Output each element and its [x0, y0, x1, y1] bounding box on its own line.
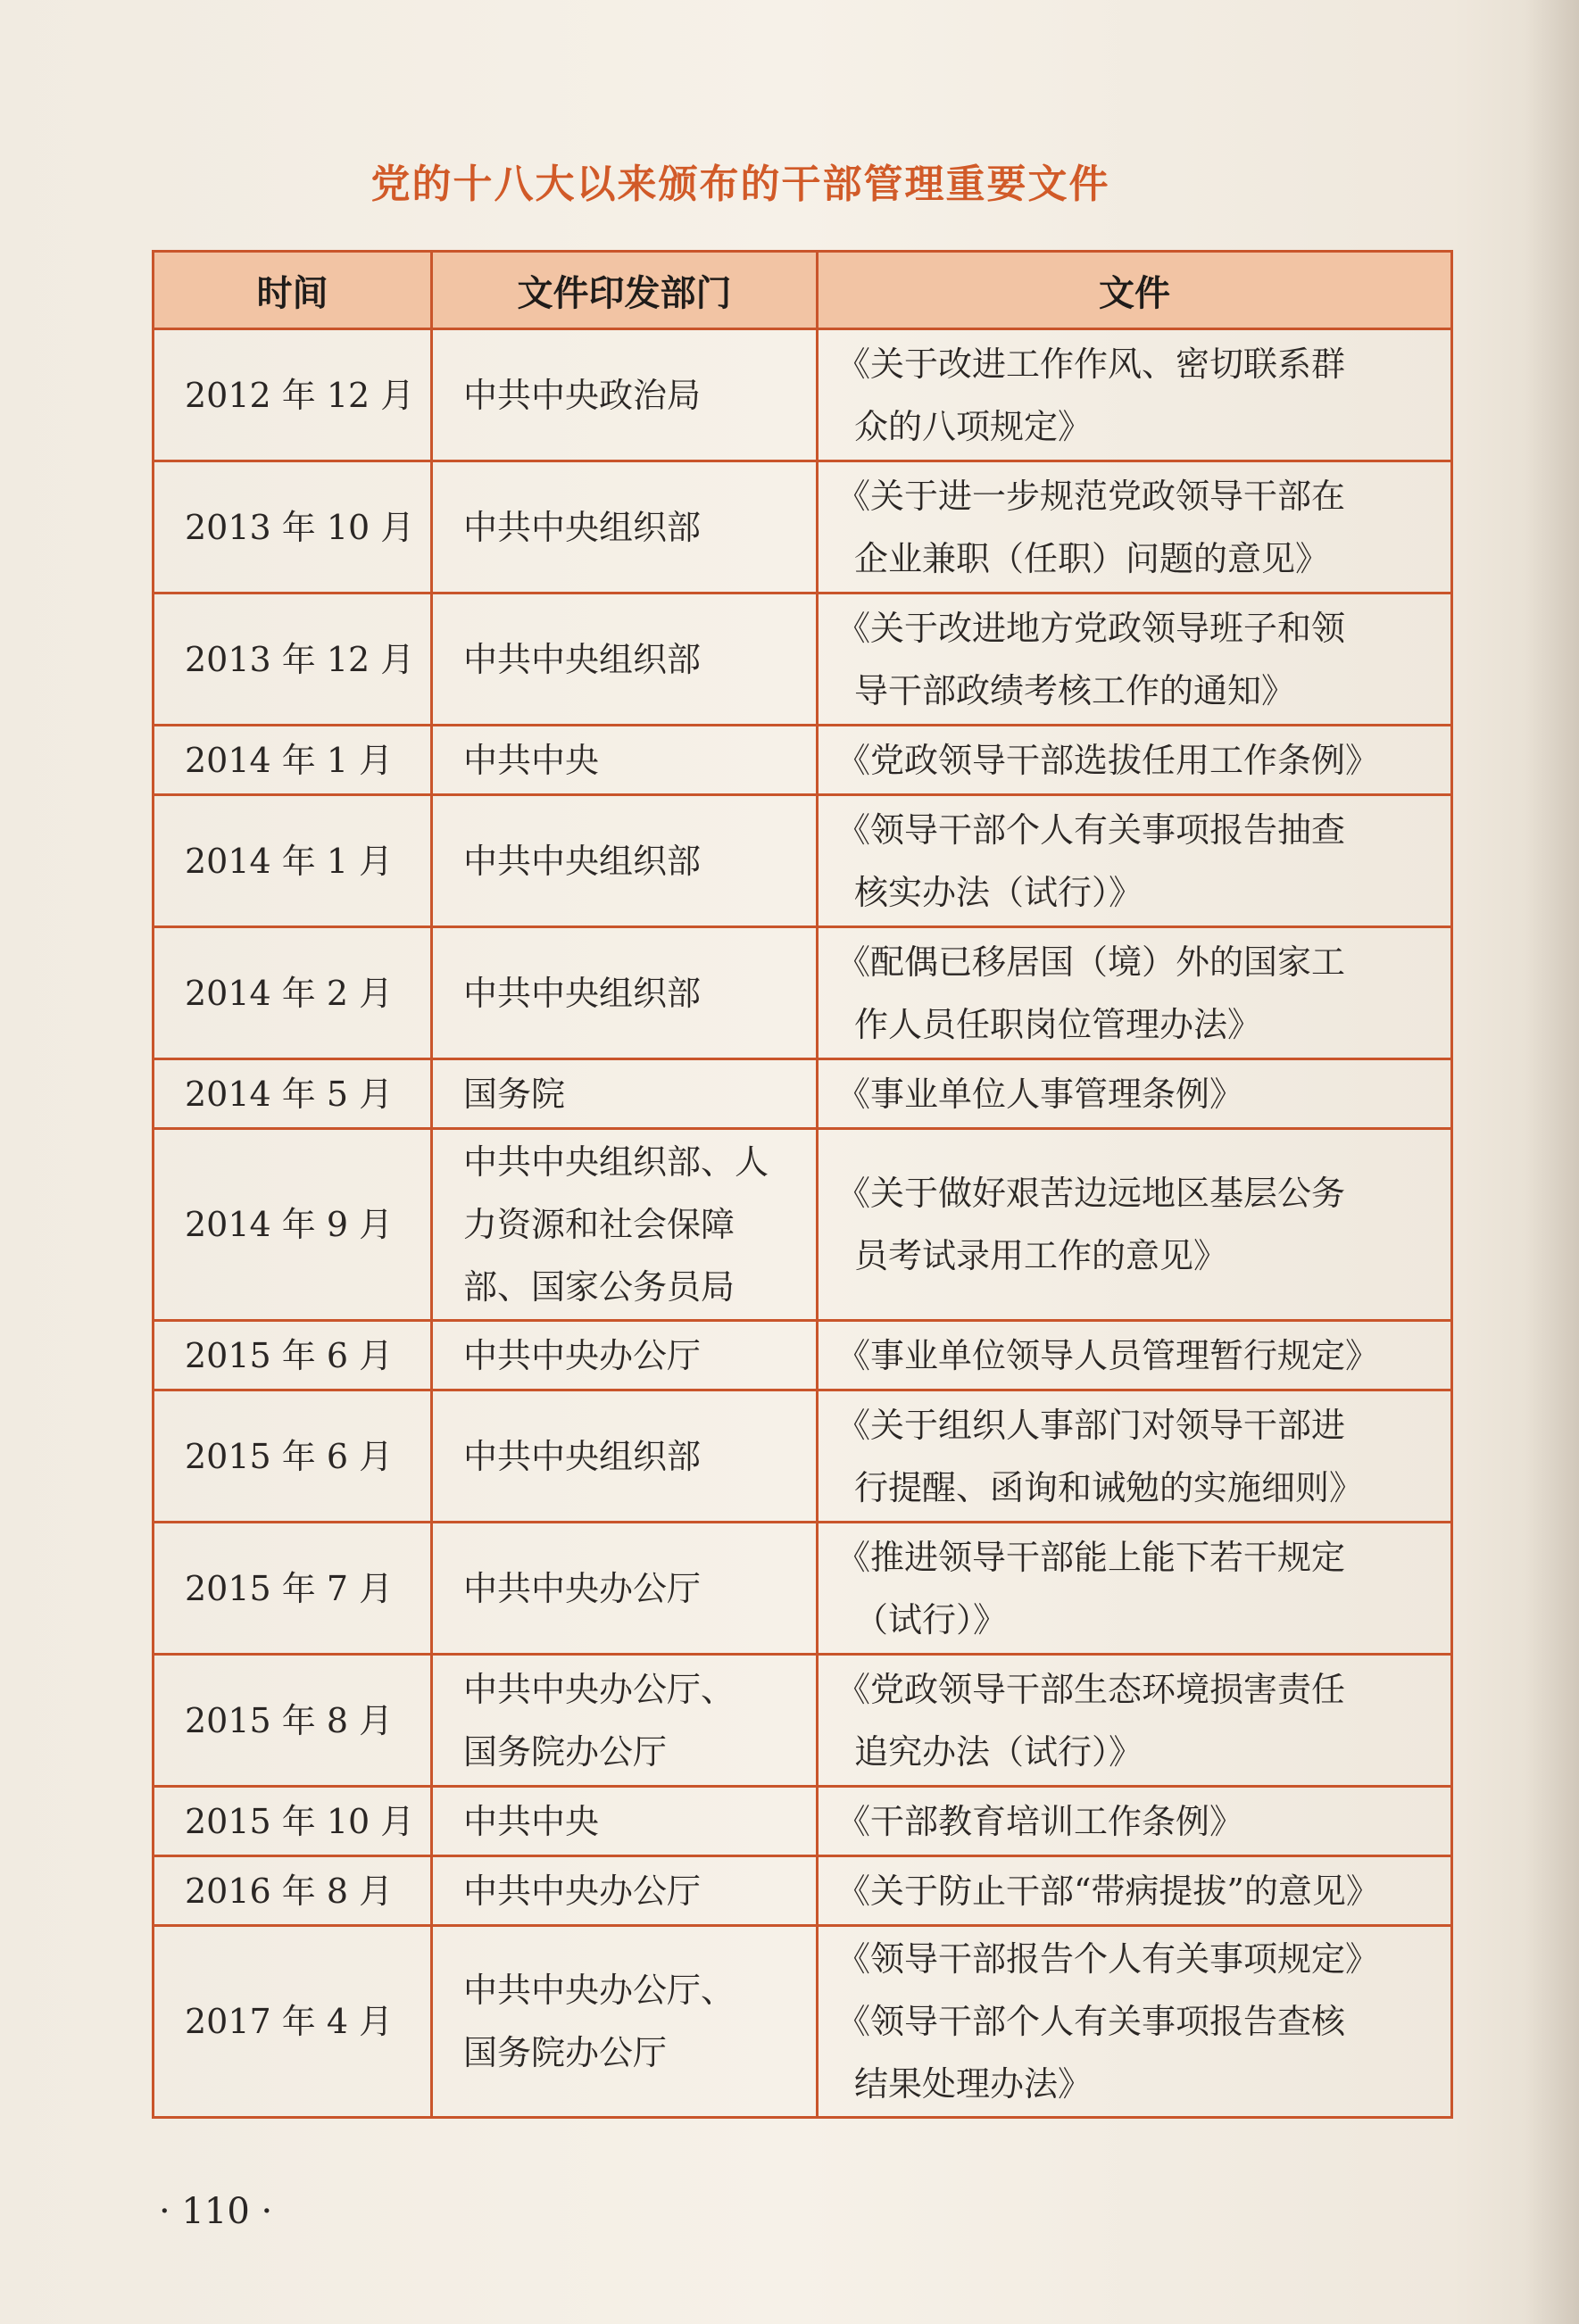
- table-row: [154, 927, 1452, 1059]
- header-department: 文件印发部门: [432, 252, 818, 329]
- document-title-line: 作人员任职岗位管理办法》: [854, 1004, 1262, 1044]
- cell-department: [432, 461, 818, 593]
- cell-document: [818, 1523, 1452, 1655]
- table-row: [154, 1856, 1452, 1926]
- header-document: 文件: [818, 252, 1452, 329]
- cell-time: 2013 年 10 月: [154, 461, 432, 593]
- department-line: 国务院: [463, 1074, 566, 1114]
- cell-document: [818, 726, 1452, 795]
- cell-document: [818, 1129, 1452, 1321]
- document-title-line: 追究办法（试行）》: [854, 1731, 1143, 1772]
- document-title-line: 《领导干部个人有关事项报告查核: [836, 2002, 1346, 2041]
- cell-time: 2014 年 1 月: [154, 795, 432, 927]
- department-line: 中共中央办公厅、: [463, 1971, 735, 2010]
- document-title-line: 结果处理办法》: [854, 2064, 1093, 2104]
- cell-document: [818, 1856, 1452, 1926]
- cell-document: [818, 461, 1452, 593]
- cell-document: [818, 1321, 1452, 1390]
- department-line: 部、国家公务员局: [463, 1267, 735, 1307]
- cell-document: [818, 1390, 1452, 1523]
- document-title-line: 《党政领导干部选拔任用工作条例》: [836, 740, 1380, 780]
- cell-department: [432, 1787, 818, 1856]
- department-line: 中共中央办公厅: [463, 1568, 702, 1608]
- table-row: [154, 726, 1452, 795]
- document-title-line: 导干部政绩考核工作的通知》: [854, 670, 1296, 710]
- table-row: [154, 1787, 1452, 1856]
- document-title-line: 《配偶已移居国（境）外的国家工: [836, 942, 1346, 982]
- cell-time: 2013 年 12 月: [154, 593, 432, 726]
- table-row: [154, 1926, 1452, 2118]
- department-line: 国务院办公厅: [463, 1731, 668, 1772]
- cell-time: 2012 年 12 月: [154, 329, 432, 461]
- cell-time: 2015 年 7 月: [154, 1523, 432, 1655]
- department-line: 中共中央: [463, 1801, 600, 1841]
- department-line: 中共中央: [463, 740, 600, 780]
- document-title-line: 《事业单位人事管理条例》: [836, 1074, 1244, 1114]
- cell-time: 2016 年 8 月: [154, 1856, 432, 1926]
- cell-department: [432, 329, 818, 461]
- table-row: [154, 1129, 1452, 1321]
- cell-time: 2017 年 4 月: [154, 1926, 432, 2118]
- document-title-line: 《党政领导干部生态环境损害责任: [836, 1669, 1346, 1709]
- table-row: [154, 1390, 1452, 1523]
- department-line: 中共中央组织部: [463, 973, 702, 1013]
- cell-time: 2015 年 6 月: [154, 1321, 432, 1390]
- document-title-line: 《领导干部个人有关事项报告抽查: [836, 809, 1346, 850]
- table-row: [154, 795, 1452, 927]
- cell-department: [432, 927, 818, 1059]
- cell-department: [432, 1856, 818, 1926]
- header-time: 时间: [154, 252, 432, 329]
- department-line: 中共中央组织部: [463, 639, 702, 679]
- page-edge-shadow: [1525, 0, 1579, 2324]
- cell-time: 2015 年 10 月: [154, 1787, 432, 1856]
- document-title-line: 《关于改进工作作风、密切联系群: [836, 344, 1346, 384]
- cell-department: [432, 1321, 818, 1390]
- cell-time: 2014 年 5 月: [154, 1059, 432, 1129]
- cell-time: 2014 年 1 月: [154, 726, 432, 795]
- department-line: 国务院办公厅: [463, 2033, 668, 2072]
- department-line: 中共中央组织部、人: [463, 1142, 769, 1182]
- document-title-line: 《事业单位领导人员管理暂行规定》: [836, 1335, 1380, 1375]
- document-title-line: 《干部教育培训工作条例》: [836, 1801, 1244, 1841]
- cell-department: [432, 1390, 818, 1523]
- cell-time: 2015 年 6 月: [154, 1390, 432, 1523]
- document-title-line: 《推进领导干部能上能下若干规定: [836, 1537, 1346, 1577]
- document-title-line: 员考试录用工作的意见》: [854, 1236, 1228, 1275]
- department-line: 中共中央政治局: [463, 375, 702, 415]
- document-title-line: 核实办法（试行）》: [854, 872, 1143, 912]
- cell-time: 2014 年 2 月: [154, 927, 432, 1059]
- cell-document: [818, 1059, 1452, 1129]
- table-header-row: [154, 252, 1452, 329]
- cell-department: [432, 593, 818, 726]
- department-line: 中共中央办公厅、: [463, 1669, 735, 1709]
- table-title: 党的十八大以来颁布的干部管理重要文件: [370, 162, 1110, 207]
- document-title-line: 《关于做好艰苦边远地区基层公务: [836, 1174, 1346, 1213]
- table-row: [154, 1523, 1452, 1655]
- department-line: 中共中央组织部: [463, 841, 702, 881]
- cell-document: [818, 1655, 1452, 1787]
- cell-department: [432, 1926, 818, 2118]
- cell-department: [432, 1129, 818, 1321]
- document-title-line: 企业兼职（任职）问题的意见》: [854, 538, 1330, 578]
- document-title-line: （试行）》: [854, 1599, 1008, 1639]
- document-title-line: 行提醒、函询和诫勉的实施细则》: [854, 1467, 1364, 1507]
- cell-document: [818, 1926, 1452, 2118]
- department-line: 力资源和社会保障: [463, 1205, 735, 1244]
- department-line: 中共中央组织部: [463, 507, 702, 547]
- table-row: [154, 593, 1452, 726]
- cell-department: [432, 795, 818, 927]
- table-row: [154, 329, 1452, 461]
- documents-table-container: [152, 250, 1450, 2119]
- document-title-line: 《关于改进地方党政领导班子和领: [836, 608, 1346, 648]
- document-title-line: 《关于防止干部“带病提拔”的意见》: [836, 1871, 1380, 1911]
- cell-document: [818, 329, 1452, 461]
- cell-department: [432, 1059, 818, 1129]
- document-title-line: 众的八项规定》: [854, 406, 1093, 446]
- table-row: [154, 461, 1452, 593]
- document-title-line: 《领导干部报告个人有关事项规定》: [836, 1939, 1380, 1979]
- document-title-line: 《关于组织人事部门对领导干部进: [836, 1405, 1346, 1445]
- cell-department: [432, 726, 818, 795]
- table-row: [154, 1059, 1452, 1129]
- cell-department: [432, 1523, 818, 1655]
- page-number: · 110 ·: [159, 2191, 273, 2232]
- cell-document: [818, 927, 1452, 1059]
- cell-time: 2014 年 9 月: [154, 1129, 432, 1321]
- document-title-line: 《关于进一步规范党政领导干部在: [836, 476, 1346, 516]
- table-body: [154, 329, 1452, 2118]
- table-row: [154, 1321, 1452, 1390]
- documents-table: [152, 250, 1453, 2119]
- cell-document: [818, 593, 1452, 726]
- table-row: [154, 1655, 1452, 1787]
- department-line: 中共中央办公厅: [463, 1335, 702, 1375]
- cell-document: [818, 795, 1452, 927]
- cell-department: [432, 1655, 818, 1787]
- cell-document: [818, 1787, 1452, 1856]
- department-line: 中共中央组织部: [463, 1436, 702, 1476]
- cell-time: 2015 年 8 月: [154, 1655, 432, 1787]
- department-line: 中共中央办公厅: [463, 1871, 702, 1911]
